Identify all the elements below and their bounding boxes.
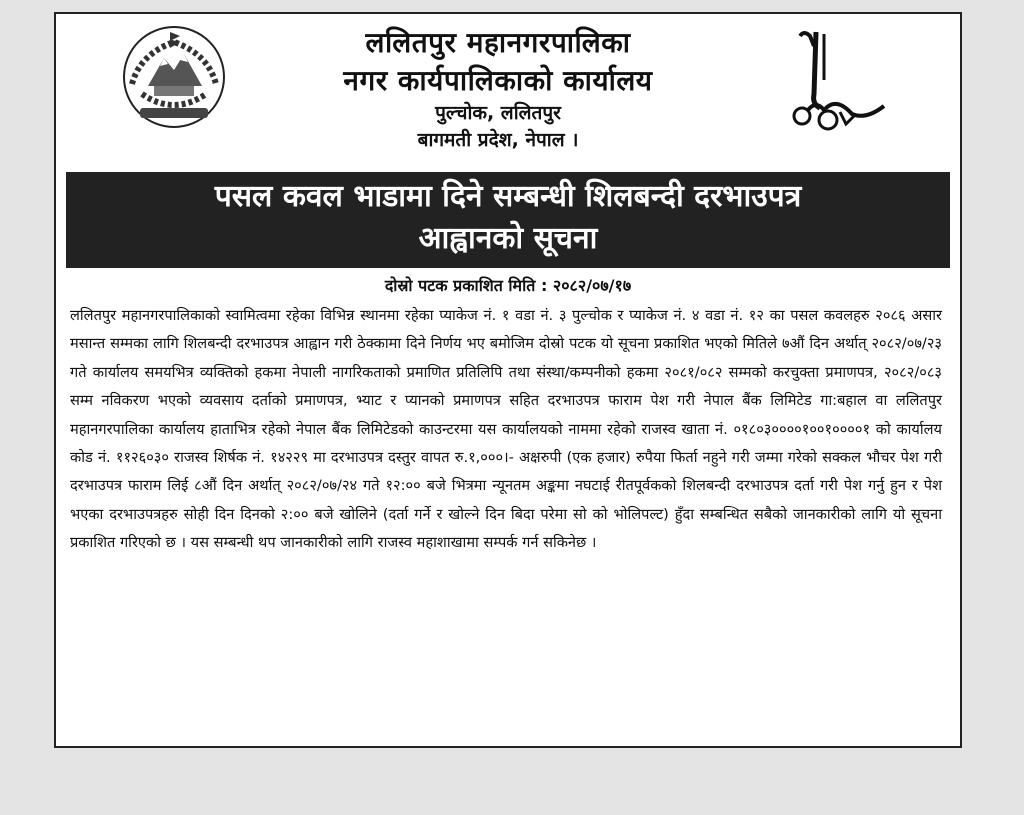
lalitpur-metropolitan-seal-icon <box>780 24 890 134</box>
office-province: बागमती प्रदेश, नेपाल । <box>417 129 579 151</box>
publication-date: दोस्रो पटक प्रकाशित मिति : २०८२/०७/१७ <box>384 276 632 295</box>
organization-name: ललितपुर महानगरपालिका <box>365 26 631 59</box>
notice-title-banner <box>66 172 950 268</box>
notice-document <box>54 12 962 748</box>
nepal-government-emblem-icon <box>120 24 228 130</box>
notice-title-line2: आह्वानको सूचना <box>418 221 598 256</box>
office-address: पुल्चोक, ललितपुर <box>435 102 561 124</box>
notice-title-line1: पसल कवल भाडामा दिने सम्बन्धी शिलबन्दी दरभाउपत्र <box>214 179 802 214</box>
office-name: नगर कार्यपालिकाको कार्यालय <box>343 64 653 97</box>
organization-header <box>236 24 760 154</box>
notice-header <box>56 14 960 172</box>
notice-body-paragraph: ललितपुर महानगरपालिकाको स्वामित्वमा रहेका विभिन्न स्थानमा रहेका प्याकेज नं. १ वडा नं. ३ पुल्चोक र प्याकेज नं. ४ वडा नं. १२ का पसल कवलहरु २०८६ असार मसान्त सम्मका लागि शिलबन्दी दरभाउपत्र आह्वान गरी ठेक्कामा दिने निर्णय भए बमोजिम दोस्रो पटक यो सूचना प्रकाशित भएको मितिले ७औं दिन अर्थात् २०८२/०७/२३ गते कार्यालय समयभित्र व्यक्तिको हकमा नेपाली नागरिकताको प्रमाणित प्रतिलिपि तथा संस्था/कम्पनीको हकमा २०८१/०८२ सम्मको करचुक्ता प्रमाणपत्र, २०८२/०८३ सम्म नविकरण भएको व्यवसाय दर्ताको प्रमाणपत्र, भ्याट र प्यानको प्रमाणपत्र सहित दरभाउपत्र फाराम पेश गरी नेपाल बैंक लिमिटेड गा:बहाल वा ललितपुर महानगरपालिका कार्यालय हाताभित्र रहेको नेपाल बैंक लिमिटेडको काउन्टरमा यस कार्यालयको नाममा रहेको राजस्व खाता नं. ०१८०३००००१००१००००१ को कार्यालय कोड नं. ११२६०३० राजस्व शिर्षक नं. १४२२९ मा दरभाउपत्र दस्तुर वापत रु.१,०००।- अक्षरुपी (एक हजार) रुपैया फिर्ता नहुने गरी जम्मा गरेको सक्कल भौचर पेश गरी दरभाउपत्र फाराम लिई ८औं दिन अर्थात् २०८२/०७/२४ गते १२:०० बजे भित्रमा न्यूनतम अङ्कमा नघटाई रीतपूर्वकको शिलबन्दी दरभाउपत्र दर्ता गरी पेश गर्नु हुन र पेश भएका दरभाउपत्रहरु सोही दिन दिनको २:०० बजे खोलिने (दर्ता गर्ने र खोल्ने दिन बिदा परेमा सो को भोलिपल्ट) हुँदा सम्बन्धित सबैको जानकारीको लागि यो सूचना प्रकाशित गरिएको छ । यस सम्बन्धी थप जानकारीको लागि राजस्व महाशाखामा सम्पर्क गर्न सकिनेछ । <box>70 307 943 552</box>
